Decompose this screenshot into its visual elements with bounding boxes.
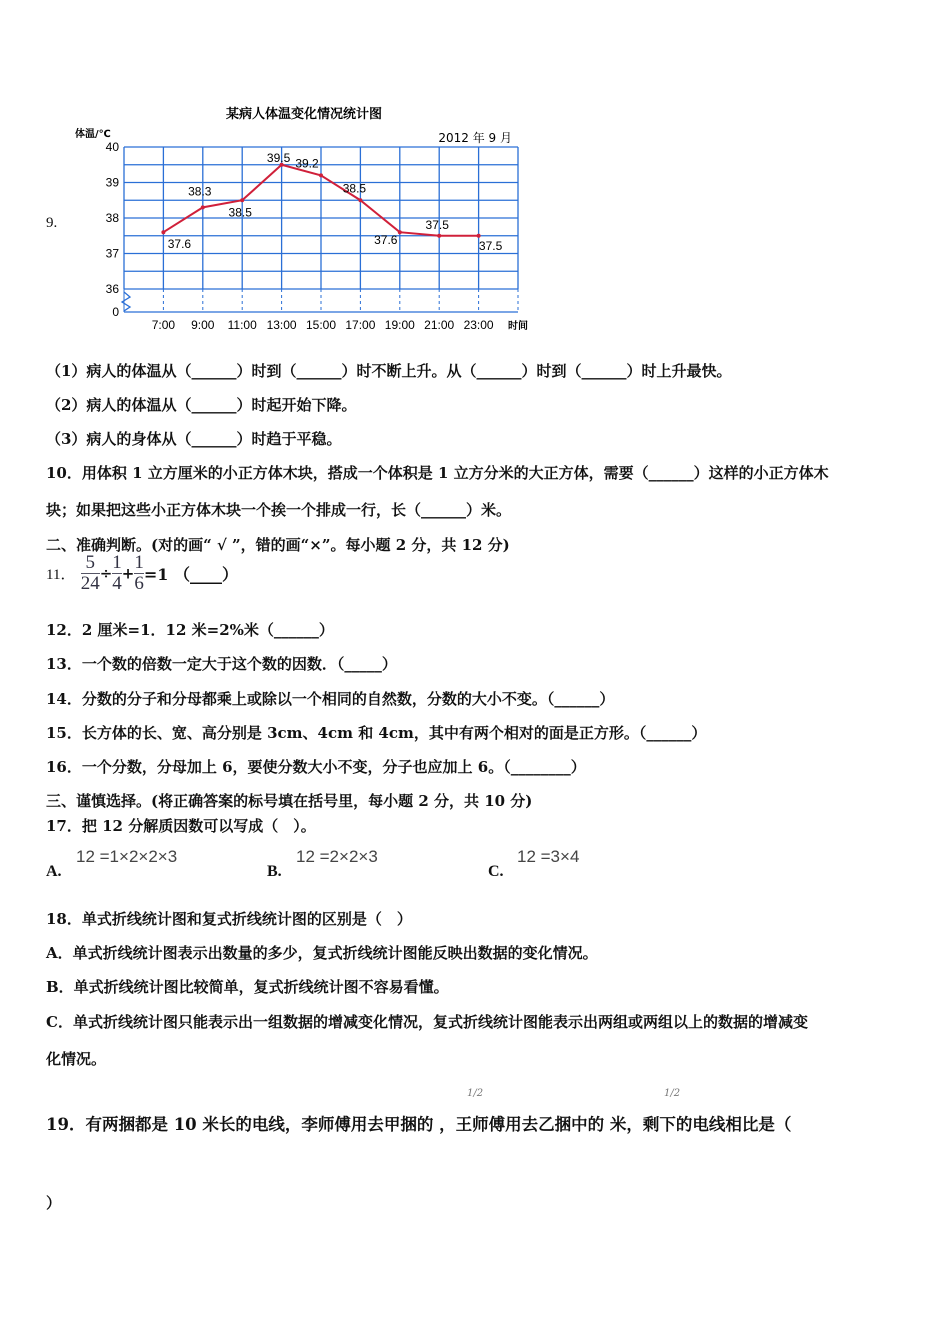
- question-18-option-c-line-2: 化情况。: [46, 1050, 107, 1068]
- fraction-5-24: [81, 553, 100, 594]
- question-9-number: 9.: [46, 215, 58, 231]
- option-a-expression: 12 =1×2×2×3: [76, 847, 178, 866]
- question-14: 14．分数的分子和分母都乘上或除以一个相同的自然数，分数的大小不变。（______）: [46, 690, 615, 708]
- question-17-stem: 17．把 12 分解质因数可以写成（ ）。: [46, 817, 316, 835]
- question-11-number: 11．: [46, 567, 76, 583]
- option-b: [267, 861, 282, 881]
- question-11-answer-blank: =1 （____）: [143, 565, 238, 584]
- data-point: [437, 234, 441, 238]
- fraction-1-4: [112, 553, 122, 594]
- question-15: 15．长方体的长、宽、高分别是 3cm、4cm 和 4cm，其中有两个相对的面是正方形。（______）: [46, 724, 707, 742]
- question-18-option-b: B．单式折线统计图比较简单，复式折线统计图不容易看懂。: [46, 978, 449, 996]
- denominator: 24: [80, 573, 100, 594]
- data-label: 38.5: [342, 181, 367, 196]
- temperature-line-chart: [70, 100, 540, 340]
- data-point: [358, 198, 362, 202]
- option-label: C.: [488, 863, 504, 880]
- data-label: 38.3: [188, 184, 212, 199]
- question-10-line-1: 10．用体积 1 立方厘米的小正方体木块，搭成一个体积是 1 立方分米的大正方体，需要（______）这样的小正方体木: [46, 464, 829, 482]
- x-tick-label: 15:00: [305, 318, 337, 332]
- question-9-part-1: （1）病人的体温从（______）时到（______）时不断上升。从（______）时到（______）时上升最快。: [46, 362, 732, 380]
- y-axis-label: 体温/℃: [75, 129, 111, 140]
- x-axis-label: 时间: [508, 321, 528, 332]
- data-label: 37.5: [478, 238, 503, 253]
- data-label: 37.6: [167, 237, 192, 252]
- x-tick-label: 7:00: [151, 318, 176, 332]
- x-tick-label: 19:00: [384, 318, 415, 332]
- question-19-text: 19．有两捆都是 10 米长的电线，李师傅用去甲捆的 ，王师傅用去乙捆中的 米，剩下的电线相比是（: [46, 1115, 792, 1134]
- data-label: 38.5: [228, 205, 252, 220]
- x-tick-label: 17:00: [345, 318, 376, 332]
- option-label: B.: [267, 863, 282, 880]
- denominator: 4: [112, 573, 122, 594]
- section-2-heading: 二、准确判断。(对的画“ √ ”，错的画“×”。每小题 2 分，共 12 分): [46, 536, 510, 554]
- divide-operator: ÷: [99, 564, 113, 583]
- data-label: 37.5: [425, 217, 449, 232]
- data-point: [477, 234, 481, 238]
- numerator: 1: [134, 552, 144, 573]
- x-tick-label: 9:00: [191, 318, 215, 332]
- question-10-line-2: 块；如果把这些小正方体木块一个挨一个排成一行，长（______）米。: [46, 501, 512, 519]
- x-tick-label: 21:00: [424, 318, 455, 332]
- chart-title: 某病人体温变化情况统计图: [225, 107, 383, 122]
- data-label: 39.5: [266, 150, 291, 165]
- option-c-expression: 12 =3×4: [517, 847, 580, 866]
- numerator: 1: [112, 552, 122, 573]
- question-19-fraction-2: 1/2: [664, 1088, 681, 1099]
- chart-subtitle: 2012 年 9 月: [438, 131, 512, 145]
- option-c: [488, 861, 504, 881]
- data-point: [240, 198, 244, 202]
- section-3-heading: 三、谨慎选择。(将正确答案的标号填在括号里，每小题 2 分，共 10 分): [46, 792, 533, 810]
- fraction-1-6: [134, 553, 144, 594]
- option-label: A.: [46, 863, 62, 880]
- question-19-fraction-1: 1/2: [467, 1088, 484, 1099]
- x-tick-label: 11:00: [227, 318, 257, 332]
- data-point: [201, 205, 205, 209]
- question-9-part-3: （3）病人的身体从（______）时趋于平稳。: [46, 430, 342, 448]
- y-tick-label: 40: [105, 140, 119, 154]
- question-16: 16．一个分数，分母加上 6，要使分数大小不变，分子也应加上 6。（________）: [46, 758, 586, 776]
- question-9-part-2: （2）病人的体温从（______）时起开始下降。: [46, 396, 357, 414]
- data-point: [398, 230, 402, 234]
- numerator: 5: [85, 552, 95, 573]
- data-point: [161, 230, 165, 234]
- y-tick-label: 39: [105, 175, 119, 190]
- y-tick-label: 0: [112, 305, 119, 319]
- y-tick-label: 36: [105, 282, 119, 296]
- question-18-option-c-line-1: C．单式折线统计图只能表示出一组数据的增减变化情况，复式折线统计图能表示出两组或两组以上的数据的增减变: [46, 1013, 808, 1031]
- data-label: 39.2: [295, 156, 319, 171]
- y-tick-label: 38: [105, 211, 119, 225]
- x-tick-label: 23:00: [463, 318, 494, 332]
- x-tick-label: 13:00: [266, 318, 297, 332]
- plus-operator: +: [121, 564, 135, 583]
- question-18-option-a: A．单式折线统计图表示出数量的多少，复式折线统计图能反映出数据的变化情况。: [46, 944, 598, 962]
- option-a: [46, 861, 62, 881]
- question-19-close-paren: ）: [46, 1194, 62, 1212]
- question-11: [46, 553, 238, 594]
- option-b-expression: 12 =2×2×3: [296, 847, 378, 866]
- y-tick-label: 37: [105, 246, 119, 261]
- question-18-stem: 18．单式折线统计图和复式折线统计图的区别是（ ）: [46, 910, 412, 928]
- question-12: 12．2 厘米=1．12 米=2%米（______）: [46, 621, 334, 639]
- question-13: 13．一个数的倍数一定大于这个数的因数．（_____）: [46, 655, 397, 673]
- axis-break-icon: [122, 292, 130, 311]
- data-point: [319, 173, 323, 177]
- denominator: 6: [134, 573, 144, 594]
- data-label: 37.6: [374, 233, 398, 248]
